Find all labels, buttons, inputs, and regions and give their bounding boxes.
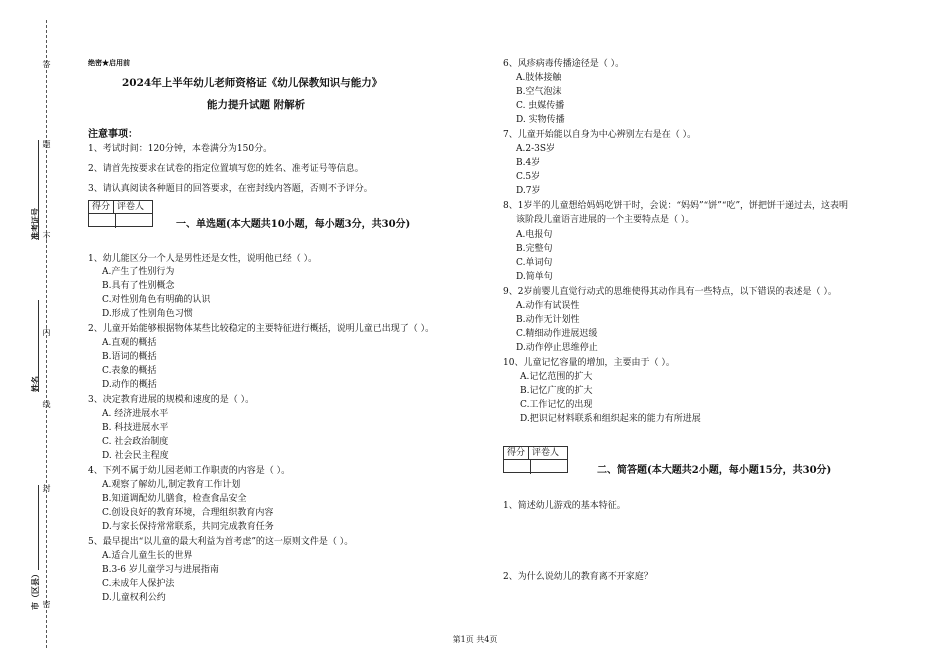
option: C.工作记忆的出现 (520, 400, 593, 410)
seal-char: 内 (42, 328, 51, 337)
region-label: 市（区县） (30, 570, 40, 610)
option: B.知道调配幼儿膳食，检查食品安全 (102, 494, 247, 504)
option: B.完整句 (516, 244, 553, 254)
question: 10、儿童记忆容量的增加，主要由于（ ）。 (503, 358, 675, 368)
section2-title: 二、简答题(本大题共2小题，每小题15分，共30分) (597, 465, 832, 476)
option: B.语词的概括 (102, 352, 157, 362)
seal-char: 不 (42, 232, 51, 241)
question: 2、儿童开始能够根据物体某些比较稳定的主要特征进行概括，说明儿童已出现了（ ）。 (88, 324, 435, 334)
region-field (38, 485, 39, 570)
page-number: 第1页 共4页 (452, 635, 498, 644)
score-box (503, 446, 568, 473)
option: D.把识记材料联系和组织起来的能力有所进展 (520, 414, 701, 424)
score-label: 得分 (504, 447, 529, 459)
option: D.简单句 (516, 272, 553, 282)
question: 9、2岁前婴儿直觉行动式的思维使得其动作具有一些特点，以下错误的表述是（ ）。 (503, 287, 837, 297)
option: A. 经济进展水平 (102, 409, 169, 419)
option: D.动作的概括 (102, 380, 157, 390)
option: C. 虫媒传播 (516, 101, 565, 111)
option: C.单词句 (516, 258, 553, 268)
option: D.与家长保持常常联系，共同完成教育任务 (102, 522, 274, 532)
seal-char: 密 (42, 600, 51, 609)
option: C.5岁 (516, 172, 541, 182)
option: A.产生了性别行为 (102, 267, 175, 277)
option: C.对性别角色有明确的认识 (102, 295, 211, 305)
note-item: 1、考试时间：120分钟，本卷满分为150分。 (88, 144, 273, 154)
option: D.动作停止思维停止 (516, 343, 598, 353)
question: 6、风疹病毒传播途径是（ ）。 (503, 59, 625, 69)
name-field (38, 300, 39, 392)
option: D.儿童权利公约 (102, 593, 166, 603)
note-item: 2、请首先按要求在试卷的指定位置填写您的姓名、准考证号等信息。 (88, 164, 364, 174)
notes-heading: 注意事项： (88, 129, 138, 140)
option: B.记忆广度的扩大 (520, 386, 593, 396)
exam-number-field (38, 140, 39, 240)
seal-char: 答 (42, 60, 51, 69)
note-item: 3、请认真阅读各种题目的回答要求，在密封线内答题，否则不予评分。 (88, 184, 373, 194)
exam-title: 2024年上半年幼儿老师资格证《幼儿保教知识与能力》 (122, 77, 383, 89)
seal-char: 封 (42, 484, 51, 493)
section1-title: 一、单选题(本大题共10小题，每小题3分，共30分) (176, 219, 411, 230)
option: D.形成了性别角色习惯 (102, 309, 193, 319)
option: A.观察了解幼儿,制定教育工作计划 (102, 480, 241, 490)
question: 3、决定教育进展的规模和速度的是（ ）。 (88, 395, 255, 405)
question: 1、幼儿能区分一个人是男性还是女性，说明他已经（ ）。 (88, 254, 318, 264)
exam-subtitle: 能力提升试题 附解析 (207, 99, 306, 111)
option: C. 社会政治制度 (102, 437, 169, 447)
option: B.空气泡沫 (516, 87, 562, 97)
secret-mark: 绝密★启用前 (88, 58, 130, 67)
question-continuation: 该阶段儿童语言进展的一个主要特点是（ ）。 (516, 215, 695, 225)
option: A.记忆范围的扩大 (520, 372, 593, 382)
score-box (88, 200, 153, 227)
option: B.具有了性别概念 (102, 281, 175, 291)
option: B. 科技进展水平 (102, 423, 169, 433)
grader-label: 评卷人 (117, 202, 145, 212)
score-label: 得分 (89, 201, 114, 213)
exam-number-label: 准考证号 (30, 208, 40, 240)
option: A.直观的概括 (102, 338, 157, 348)
option: D.7岁 (516, 186, 541, 196)
seal-char: 线 (42, 400, 51, 409)
option: B.3-6 岁儿童学习与进展指南 (102, 565, 219, 575)
question: 5、最早提出“以儿童的最大利益为首考虑”的这一原则文件是（ ）。 (88, 537, 354, 547)
option: A.适合儿童生长的世界 (102, 551, 193, 561)
option: D. 实物传播 (516, 115, 565, 125)
option: B.动作无计划性 (516, 315, 580, 325)
seal-char: 题 (42, 140, 51, 149)
option: B.4岁 (516, 158, 541, 168)
option: C.未成年人保护法 (102, 579, 175, 589)
option: A.动作有试误性 (516, 301, 580, 311)
option: A.2-3S岁 (516, 144, 556, 154)
question: 7、儿童开始能以自身为中心辨别左右是在（ ）。 (503, 130, 697, 140)
name-label: 姓名 (30, 376, 40, 392)
question: 4、下列不属于幼儿园老师工作职责的内容是（ ）。 (88, 466, 291, 476)
option: D. 社会民主程度 (102, 451, 169, 461)
option: C.表象的概括 (102, 366, 157, 376)
short-answer-question: 1、简述幼儿游戏的基本特征。 (503, 501, 626, 511)
option: C.创设良好的教育环境，合理组织教育内容 (102, 508, 274, 518)
question: 8、1岁半的儿童想给妈妈吃饼干时，会说：“妈妈”“饼”“吃”，饼把饼干递过去，这表明 (503, 201, 849, 211)
option: A.肢体接触 (516, 73, 562, 83)
short-answer-question: 2、为什么说幼儿的教育离不开家庭？ (503, 572, 653, 582)
option: C.精细动作进展迟缓 (516, 329, 598, 339)
option: A.电报句 (516, 230, 553, 240)
grader-label: 评卷人 (532, 448, 560, 458)
